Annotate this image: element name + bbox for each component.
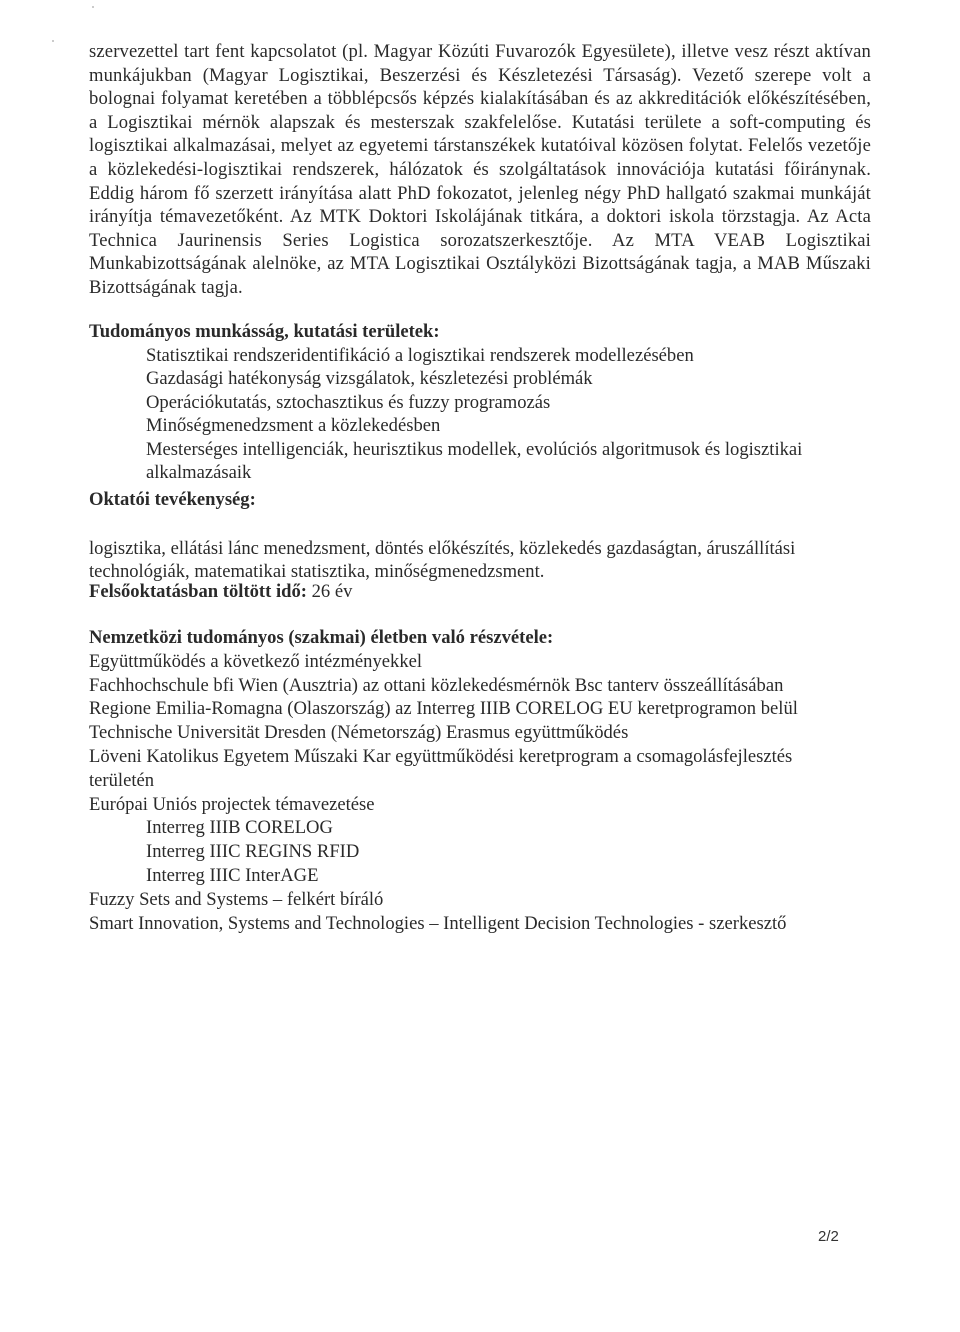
international-line: Európai Uniós projectek témavezetése (89, 793, 375, 815)
research-list (146, 344, 879, 485)
international-title: Nemzetközi tudományos (szakmai) életben való részvétele: (89, 627, 554, 648)
international-line: Löveni Katolikus Egyetem Műszaki Kar együttműködési keretprogram a csomagolásfejlesztés területén (89, 745, 793, 791)
teaching-title: Oktatói tevékenység: (89, 489, 256, 510)
international-line: Smart Innovation, Systems and Technologies – Intelligent Decision Technologies - szerkesztő (89, 912, 787, 934)
international-line: Regione Emilia-Romagna (Olaszország) az Interreg IIIB CORELOG EU keretprogramon belül (89, 698, 798, 720)
research-item: Statisztikai rendszeridentifikáció a logisztikai rendszerek modellezésében (146, 344, 694, 366)
teaching-text: logisztika, ellátási lánc menedzsment, döntés előkészítés, közlekedés gazdaságtan, áruszállítási technológiák, matematikai statisztika, minőségmenedzsment. (89, 537, 796, 582)
teaching-section (89, 488, 879, 584)
international-line: Fuzzy Sets and Systems – felkért bíráló (89, 888, 384, 910)
research-item: Operációkutatás, sztochasztikus és fuzzy programozás (146, 391, 551, 413)
time-value: 26 év (306, 581, 353, 602)
international-line: Együttműködés a következő intézményekkel (89, 650, 423, 672)
international-line: Fachhochschule bfi Wien (Ausztria) az ottani közlekedésmérnök Bsc tanterv összeállításában (89, 674, 784, 696)
time-section (89, 580, 352, 604)
project-item: Interreg IIIB CORELOG (146, 817, 333, 839)
research-title: Tudományos munkásság, kutatási területek: (89, 321, 440, 342)
page-number: 2/2 (818, 1228, 839, 1245)
research-section (89, 320, 879, 485)
research-item: Minőségmenedzsment a közlekedésben (146, 415, 441, 436)
time-label: Felsőoktatásban töltött idő: (89, 581, 307, 602)
intro-paragraph: szervezettel tart fent kapcsolatot (pl. Magyar Közúti Fuvarozók Egyesülete), illetve vesz részt aktívan munkájukban (Magyar Logisztikai, Beszerzési és Készletezési Társaság). Vezető szerepe volt a bolognai folyamat keretében a többlépcsős képzés kialakításában és az akkreditációk előkészítésében, a Logisztikai mérnök alapszak és mesterszak szakfelelőse. Kutatási területe a soft-computing és logisztikai alkalmazásai, melyet az egyetemi társtanszékek kutatóival közösen folytat. Felelős vezetője a közlekedési-logisztikai rendszerek, hálózatok és szolgáltatások innovációja kutatási főiránynak. Eddig három fő szerzett irányítása alatt PhD fokozatot, jelenleg négy PhD hallgató szakmai munkáját irányítja témavezetőként. Az MTK Doktori Iskolájának titkára, a doktori iskola törzstagja. Az Acta Technica Jaurinensis Series Logistica sorozatszerkesztője. Az MTA VEAB Logisztikai Munkabizottságának alelnöke, az MTA Logisztikai Osztályközi Bizottságának tagja, a MAB Műszaki Bizottságának tagja. (89, 41, 871, 298)
international-line: Technische Universität Dresden (Németország) Erasmus együttműködés (89, 722, 629, 744)
scan-speck (52, 40, 54, 42)
research-item: Gazdasági hatékonyság vizsgálatok, készletezési problémák (146, 368, 593, 389)
project-item: Interreg IIIC InterAGE (146, 864, 319, 886)
project-item: Interreg IIIC REGINS RFID (146, 841, 360, 863)
scan-speck (92, 6, 94, 8)
research-item: Mesterséges intelligenciák, heurisztikus modellek, evolúciós algoritmusok és logisztikai alkalmazásaik (146, 438, 803, 483)
international-section (89, 626, 879, 935)
